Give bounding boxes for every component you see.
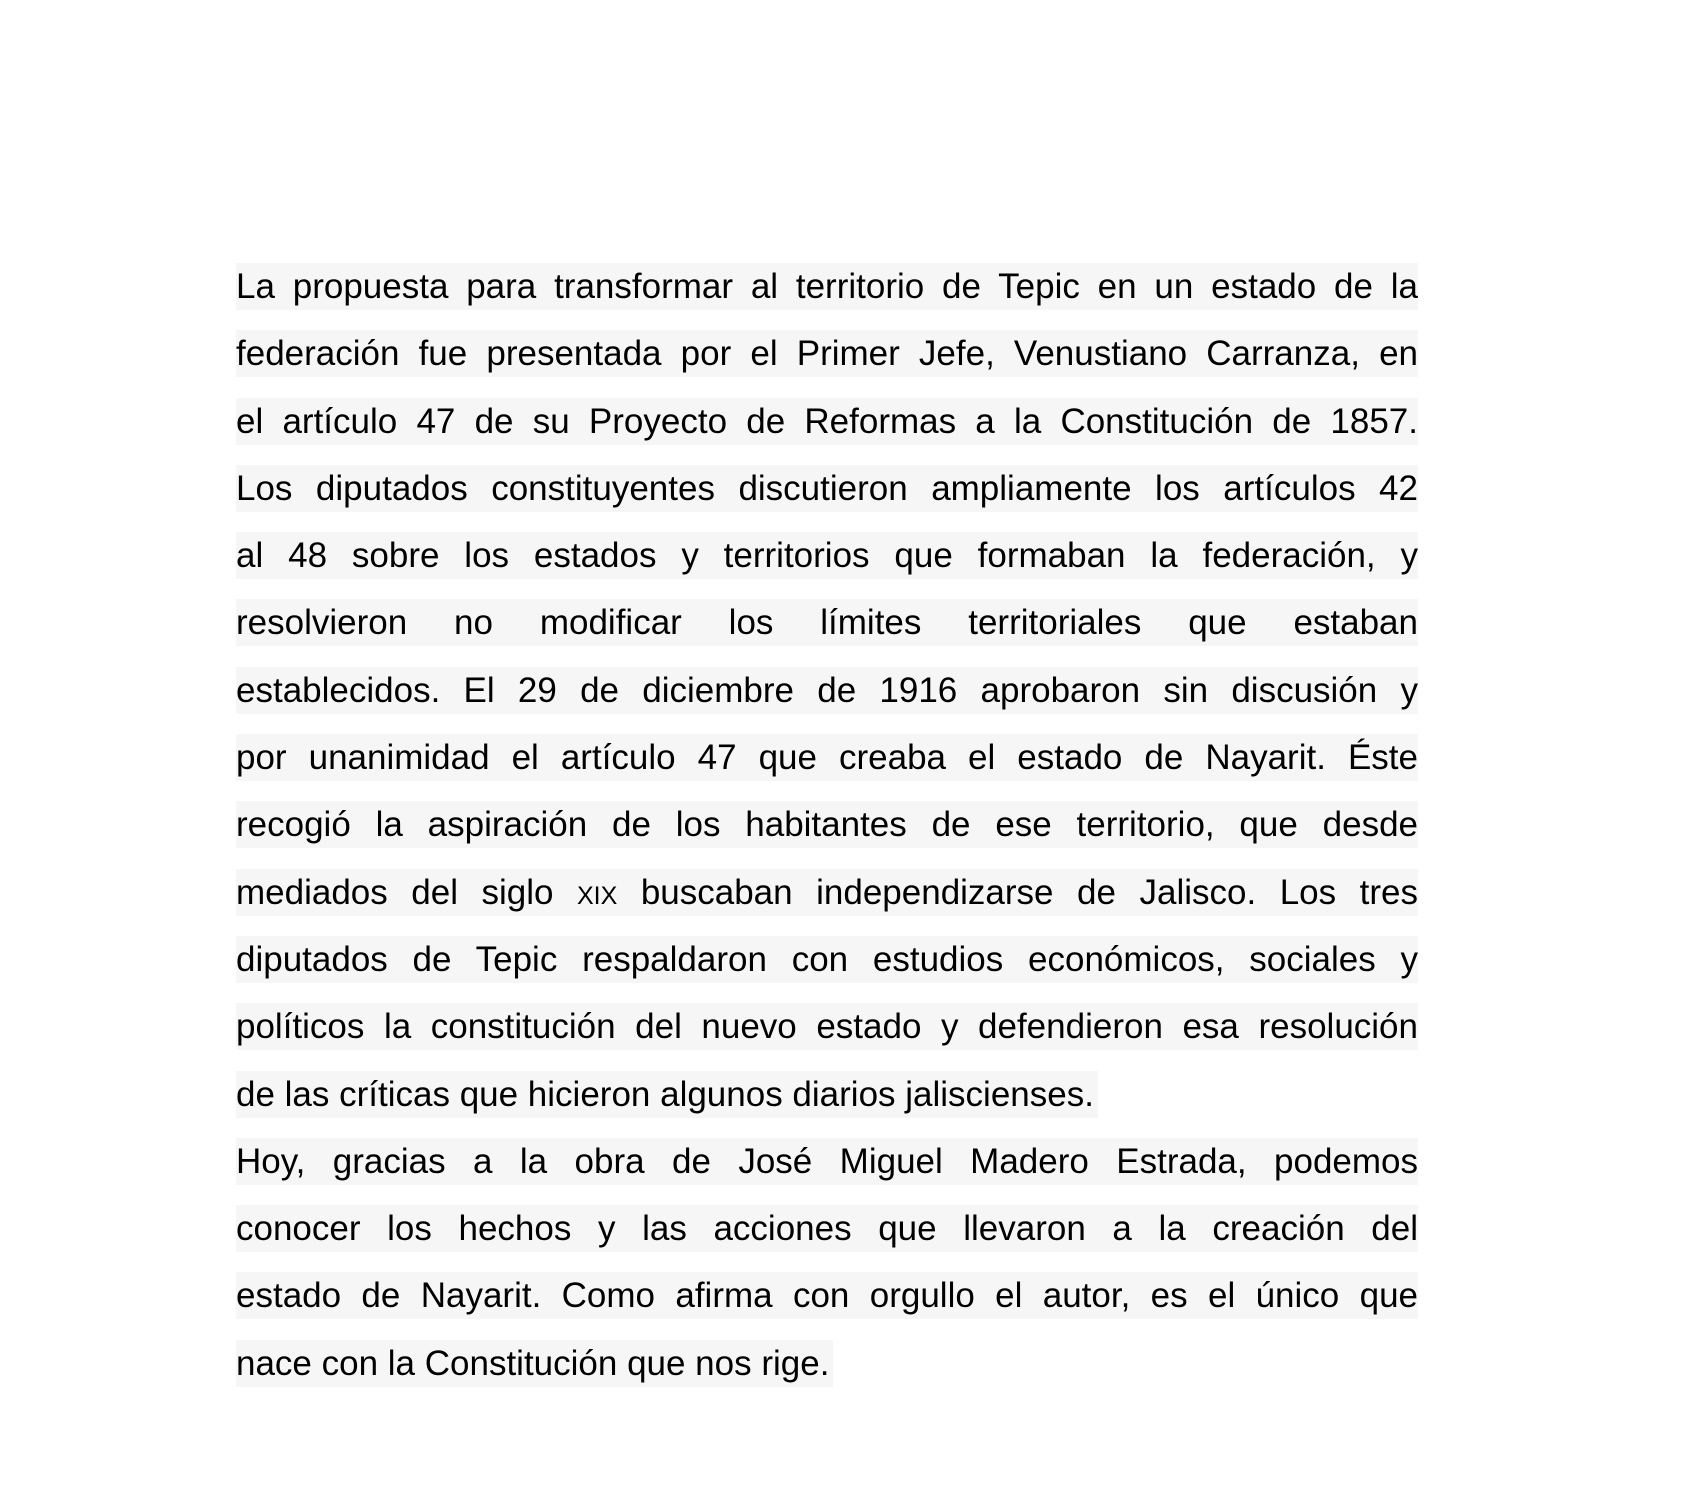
document-page (236, 263, 1418, 1407)
highlighted-text: mediados del siglo xix buscaban independizarse de Jalisco. Los tres (236, 869, 1418, 916)
highlighted-text: políticos la constitución del nuevo estado y defendieron esa resolución (236, 1003, 1418, 1050)
text-line (236, 667, 1418, 714)
text-line (236, 330, 1418, 377)
paragraph (236, 1138, 1418, 1387)
paragraph (236, 263, 1418, 1118)
text-line (236, 734, 1418, 781)
highlighted-text: por unanimidad el artículo 47 que creaba el estado de Nayarit. Éste (236, 734, 1418, 781)
highlighted-text: al 48 sobre los estados y territorios que formaban la federación, y (236, 532, 1418, 579)
text-line (236, 801, 1418, 848)
text-line (236, 263, 1418, 310)
text-line (236, 465, 1418, 512)
highlighted-text: La propuesta para transformar al territorio de Tepic en un estado de la (236, 263, 1418, 310)
text-line (236, 398, 1418, 445)
highlighted-text: federación fue presentada por el Primer Jefe, Venustiano Carranza, en (236, 330, 1418, 377)
highlighted-text: Hoy, gracias a la obra de José Miguel Madero Estrada, podemos (236, 1138, 1418, 1185)
text-line (236, 869, 1418, 916)
text-line (236, 936, 1418, 983)
highlighted-text: conocer los hechos y las acciones que llevaron a la creación del (236, 1205, 1418, 1252)
text-line (236, 1138, 1418, 1185)
highlighted-text: de las críticas que hicieron algunos diarios jaliscienses. (236, 1071, 1098, 1118)
highlighted-text: diputados de Tepic respaldaron con estudios económicos, sociales y (236, 936, 1418, 983)
highlighted-text: resolvieron no modificar los límites territoriales que estaban (236, 599, 1418, 646)
text-line (236, 1071, 1418, 1118)
highlighted-text: estado de Nayarit. Como afirma con orgullo el autor, es el único que (236, 1272, 1418, 1319)
text-line (236, 1003, 1418, 1050)
text-line (236, 599, 1418, 646)
highlighted-text: establecidos. El 29 de diciembre de 1916 aprobaron sin discusión y (236, 667, 1418, 714)
text-line (236, 532, 1418, 579)
highlighted-text: nace con la Constitución que nos rige. (236, 1340, 833, 1387)
text-line (236, 1205, 1418, 1252)
text-line (236, 1340, 1418, 1387)
highlighted-text: recogió la aspiración de los habitantes de ese territorio, que desde (236, 801, 1418, 848)
highlighted-text: Los diputados constituyentes discutieron ampliamente los artículos 42 (236, 465, 1418, 512)
text-line (236, 1272, 1418, 1319)
highlighted-text: el artículo 47 de su Proyecto de Reformas a la Constitución de 1857. (236, 398, 1418, 445)
